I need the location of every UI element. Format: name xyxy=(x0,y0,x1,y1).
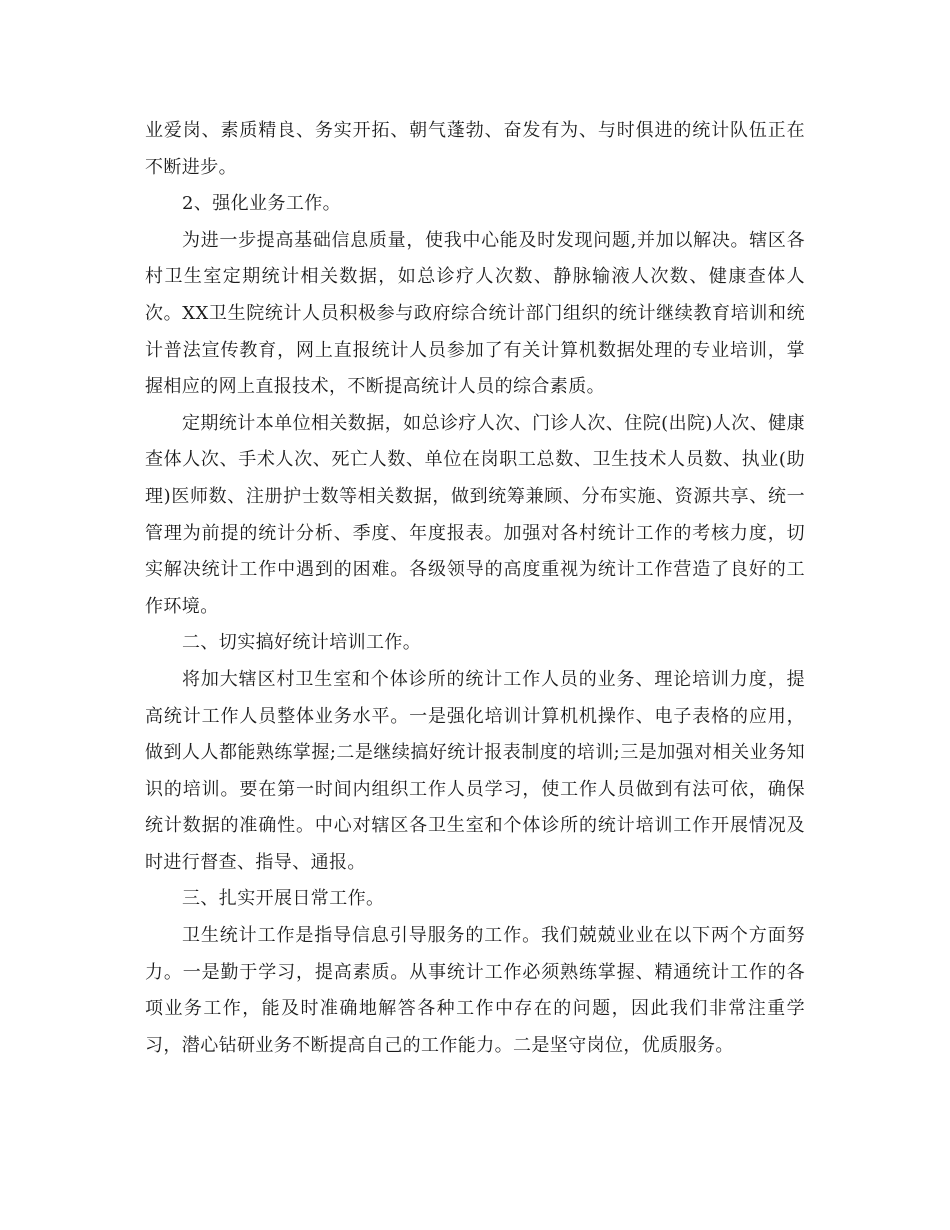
paragraph-data-quality: 为进一步提高基础信息质量，使我中心能及时发现问题,并加以解决。辖区各村卫生室定期统计相关数据，如总诊疗人次数、静脉输液人次数、健康查体人次。XX卫生院统计人员积极参与政府综合统计部门组织的统计继续教育培训和统计普法宣传教育，网上直报统计人员参加了有关计算机数据处理的专业培训，掌握相应的网上直报技术，不断提高统计人员的综合素质。 xyxy=(145,229,805,398)
paragraph-continuation: 业爱岗、素质精良、务实开拓、朝气蓬勃、奋发有为、与时俱进的统计队伍正在不断进步。 xyxy=(145,120,805,178)
document-body xyxy=(145,113,805,1064)
section-heading-training: 二、切实搞好统计培训工作。 xyxy=(182,632,422,654)
paragraph-daily-work: 卫生统计工作是指导信息引导服务的工作。我们兢兢业业在以下两个方面努力。一是勤于学习，提高素质。从事统计工作必须熟练掌握、精通统计工作的各项业务工作，能及时准确地解答各种工作中存在的问题，因此我们非常注重学习，潜心钻研业务不断提高自己的工作能力。二是坚守岗位，优质服务。 xyxy=(145,925,805,1056)
section-heading-2: 2、强化业务工作。 xyxy=(182,193,342,215)
section-heading-daily-work: 三、扎实开展日常工作。 xyxy=(182,888,385,910)
paragraph-periodic-statistics: 定期统计本单位相关数据，如总诊疗人次、门诊人次、住院(出院)人次、健康查体人次、手术人次、死亡人数、单位在岗职工总数、卫生技术人员数、执业(助理)医师数、注册护士数等相关数据，做到统筹兼顾、分布实施、资源共享、统一管理为前提的统计分析、季度、年度报表。加强对各村统计工作的考核力度，切实解决统计工作中遇到的困难。各级领导的高度重视为统计工作营造了良好的工作环境。 xyxy=(145,412,805,617)
paragraph-training: 将加大辖区村卫生室和个体诊所的统计工作人员的业务、理论培训力度，提高统计工作人员整体业务水平。一是强化培训计算机机操作、电子表格的应用，做到人人都能熟练掌握;二是继续搞好统计报表制度的培训;三是加强对相关业务知识的培训。要在第一时间内组织工作人员学习，使工作人员做到有法可依，确保统计数据的准确性。中心对辖区各卫生室和个体诊所的统计培训工作开展情况及时进行督查、指导、通报。 xyxy=(145,668,805,873)
